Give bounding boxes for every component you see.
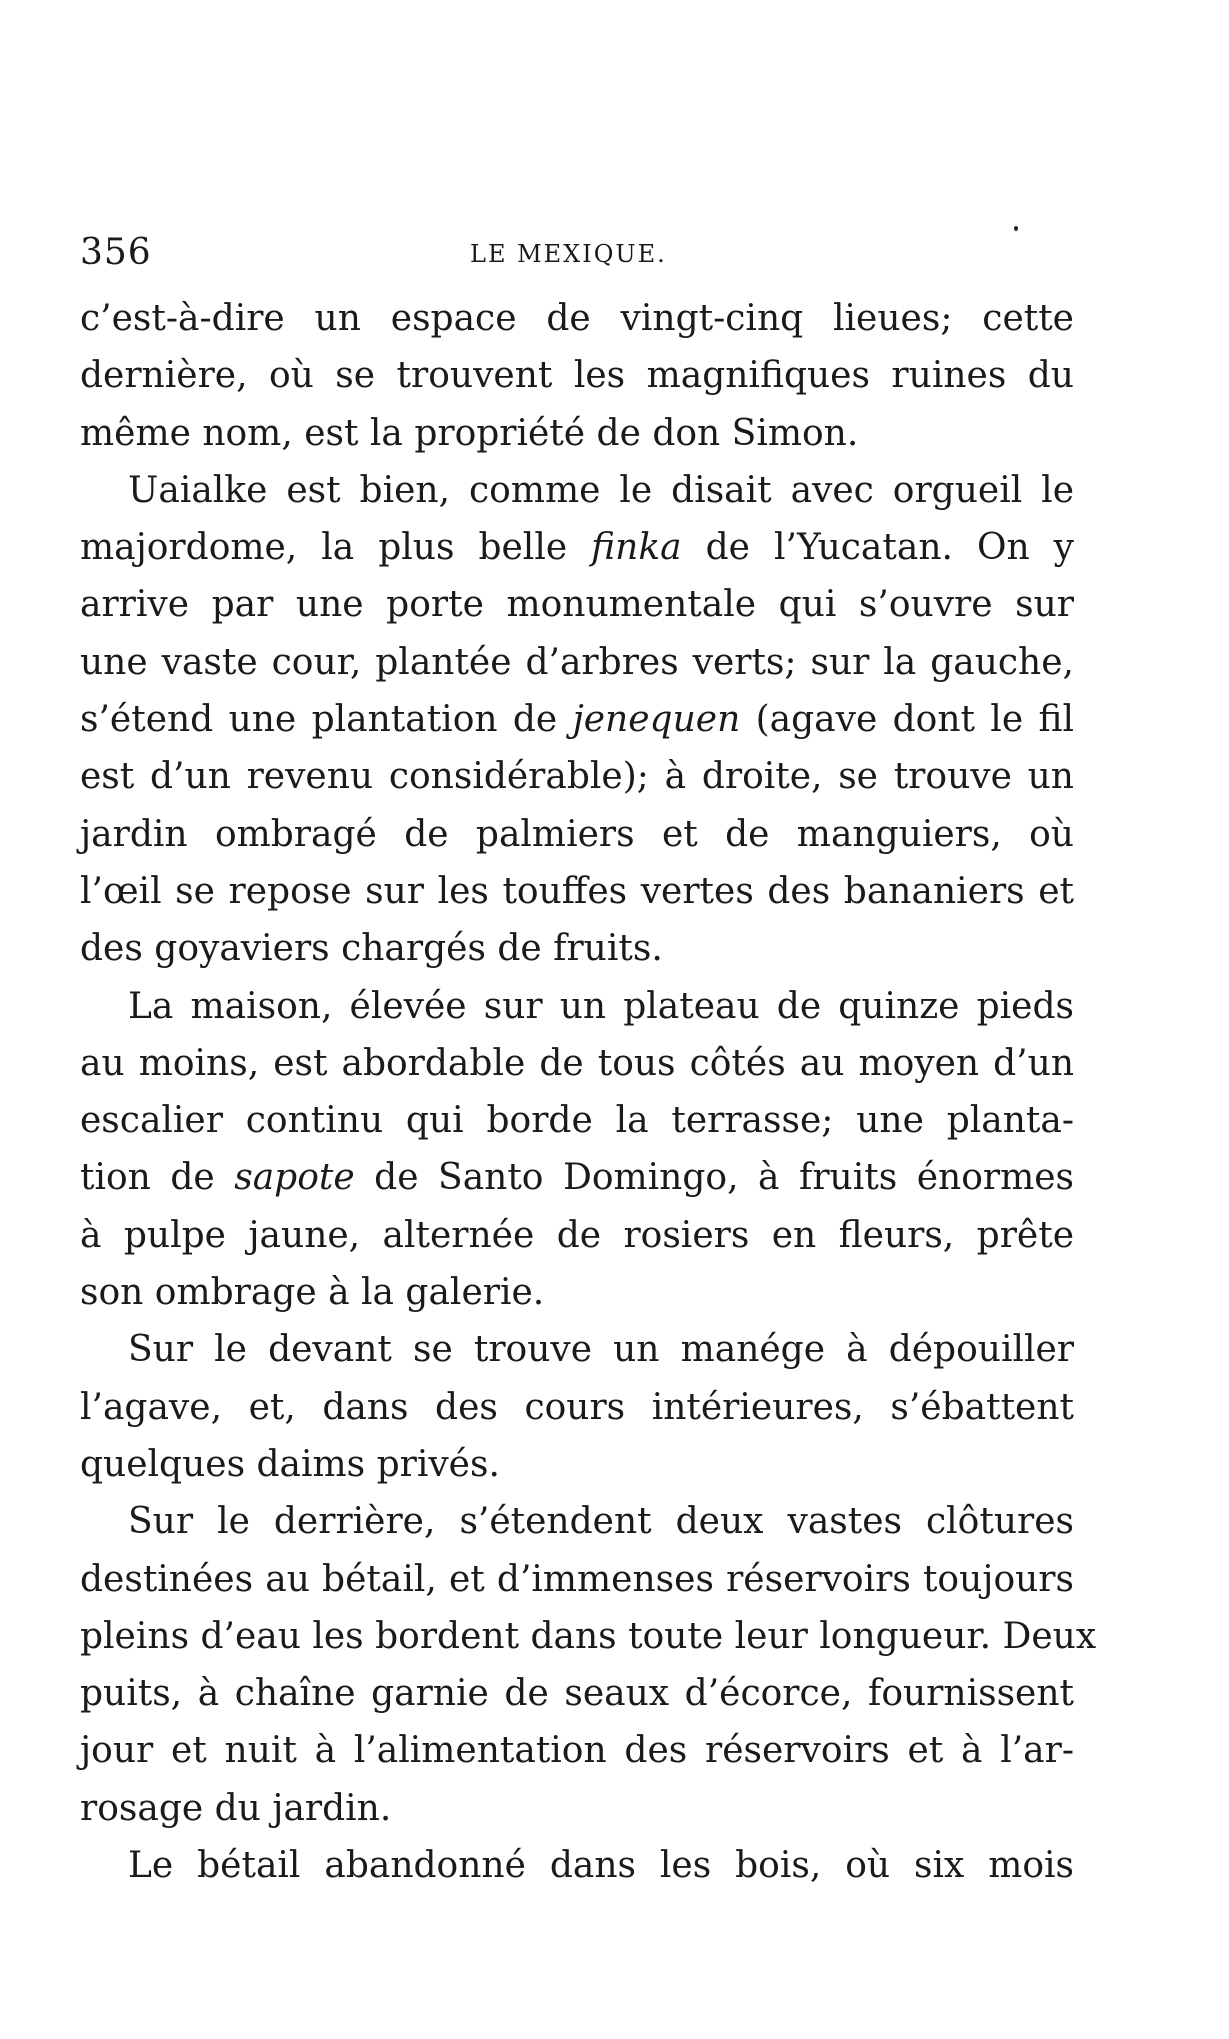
text-line: est d’un revenu considérable); à droite, se trouve un: [80, 756, 1074, 798]
paragraph: [80, 1837, 1074, 1894]
text-line: Le bétail abandonné dans les bois, où six mois: [128, 1845, 1074, 1887]
text-line: c’est-à-dire un espace de vingt-cinq lieues; cette: [80, 298, 1074, 339]
text-line: Sur le devant se trouve un manége à dépouiller: [128, 1329, 1074, 1371]
paragraph: [80, 1321, 1074, 1493]
text-line: s’étend une plantation de jenequen (agave dont le fil: [80, 699, 1074, 741]
italic-term: jenequen: [572, 699, 741, 741]
text-line: des goyaviers chargés de fruits.: [80, 928, 663, 970]
text-line: arrive par une porte monumentale qui s’ouvre sur: [80, 584, 1074, 626]
text-line: même nom, est la propriété de don Simon.: [80, 412, 859, 454]
paragraph: [80, 1493, 1097, 1837]
text-line: au moins, est abordable de tous côtés au moyen d’un: [80, 1042, 1074, 1084]
text-line: La maison, élevée sur un plateau de quinze pieds: [128, 985, 1074, 1027]
text-line: quelques daims privés.: [80, 1443, 500, 1485]
body-text: [80, 290, 1097, 1894]
running-title: LE MEXIQUE.: [470, 240, 667, 268]
print-speck: [1014, 226, 1018, 231]
text-line: jardin ombragé de palmiers et de manguiers, où: [80, 813, 1074, 855]
text-line: puits, à chaîne garnie de seaux d’écorce, fournissent: [80, 1673, 1074, 1715]
text-line: pleins d’eau les bordent dans toute leur longueur. Deux: [80, 1615, 1097, 1657]
text-line: Uaialke est bien, comme le disait avec orgueil le: [128, 469, 1074, 511]
text-line: destinées au bétail, et d’immenses réservoirs toujours: [80, 1558, 1074, 1600]
text-line: escalier continu qui borde la terrasse; une planta-: [80, 1100, 1074, 1142]
text-line: une vaste cour, plantée d’arbres verts; sur la gauche,: [80, 641, 1074, 683]
paragraph: [80, 978, 1074, 1322]
page-number: 356: [80, 232, 152, 273]
italic-term: sapote: [234, 1157, 355, 1199]
italic-term: finka: [591, 527, 682, 569]
text-line: Sur le derrière, s’étendent deux vastes clôtures: [128, 1501, 1074, 1543]
paragraph: [80, 290, 1074, 462]
text-line: dernière, où se trouvent les magnifiques ruines du: [80, 355, 1074, 397]
text-line: jour et nuit à l’alimentation des réservoirs et à l’ar-: [80, 1730, 1074, 1772]
text-line: rosage du jardin.: [80, 1787, 392, 1829]
text-line: l’œil se repose sur les touffes vertes des bananiers et: [80, 870, 1074, 912]
text-line: à pulpe jaune, alternée de rosiers en fleurs, prête: [80, 1214, 1074, 1256]
paragraph: [80, 462, 1074, 978]
text-line: son ombrage à la galerie.: [80, 1272, 545, 1314]
text-line: l’agave, et, dans des cours intérieures, s’ébattent: [80, 1386, 1074, 1428]
text-line: tion de sapote de Santo Domingo, à fruits énormes: [80, 1157, 1074, 1199]
page-header: [80, 232, 1070, 276]
text-line: majordome, la plus belle finka de l’Yucatan. On y: [80, 527, 1074, 569]
